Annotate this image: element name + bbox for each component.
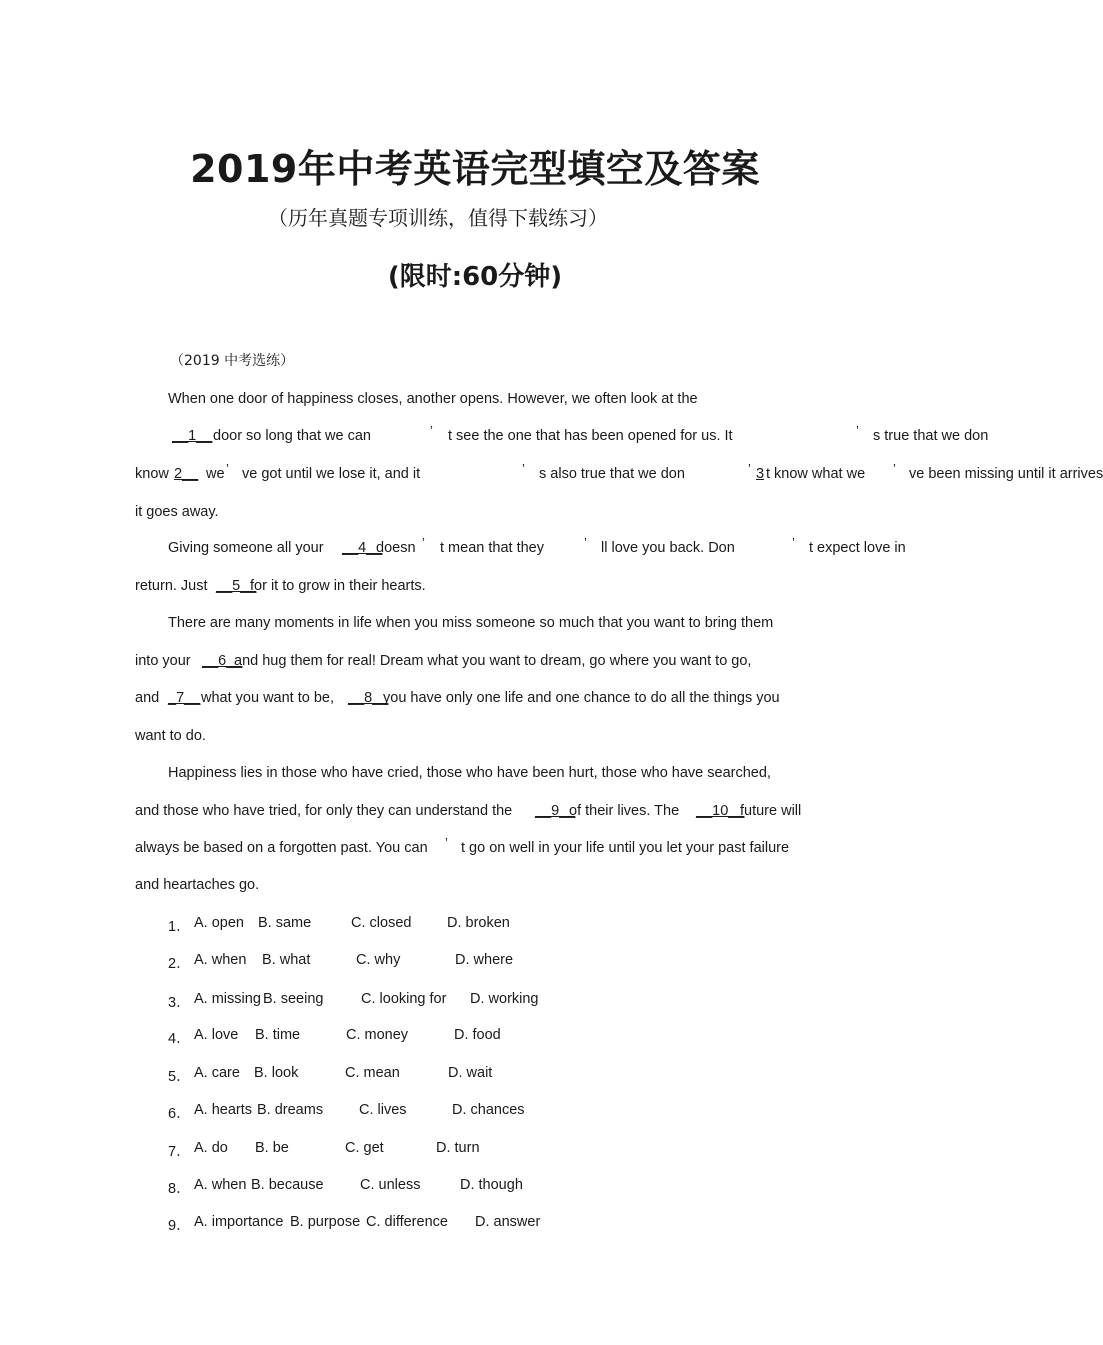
- apostrophe: ’: [748, 461, 751, 476]
- option-b: B. because: [251, 1177, 324, 1193]
- option-d: D. though: [460, 1177, 523, 1193]
- question-number: 1．: [168, 919, 191, 935]
- passage-line: t know what we: [766, 466, 866, 482]
- option-d: D. answer: [475, 1214, 541, 1230]
- apostrophe: ’: [422, 535, 425, 550]
- apostrophe: ’: [856, 423, 859, 438]
- option-d: D. broken: [447, 915, 510, 931]
- option-a: A. hearts: [194, 1102, 253, 1118]
- passage-line: ll love you back. Don: [601, 540, 735, 556]
- blank-1: __1__: [172, 428, 213, 444]
- option-b: B. be: [255, 1140, 289, 1156]
- option-d: D. turn: [436, 1140, 480, 1156]
- option-c: C. why: [356, 952, 401, 968]
- apostrophe: ’: [584, 535, 587, 550]
- passage-line: t mean that they: [440, 540, 544, 556]
- blank-9: __9__: [535, 803, 576, 819]
- passage-line: what you want to be,: [201, 690, 334, 706]
- passage-line: t go on well in your life until you let your past failure: [461, 840, 790, 856]
- question-number: 8．: [168, 1181, 191, 1197]
- passage-line: want to do.: [135, 728, 206, 744]
- page-title: 2019年中考英语完型填空及答案: [190, 147, 760, 191]
- passage-line: Happiness lies in those who have cried, those who have been hurt, those who have searched,: [168, 765, 771, 781]
- option-row: [168, 915, 191, 936]
- apostrophe: ’: [430, 423, 433, 438]
- passage-line: for it to grow in their hearts.: [250, 578, 426, 594]
- passage-line: return. Just: [135, 578, 208, 594]
- blank-2: 2__: [174, 466, 199, 482]
- option-a: A. do: [194, 1140, 228, 1156]
- passage-line: ve been missing until it arrives: [909, 466, 1103, 482]
- option-a: A. love: [194, 1027, 239, 1043]
- option-b: B. purpose: [290, 1214, 361, 1230]
- option-a: A. when: [194, 952, 247, 968]
- blank-3: 3: [756, 466, 765, 482]
- option-d: D. chances: [452, 1102, 525, 1118]
- blank-7: _7__: [168, 690, 201, 706]
- passage-line: we: [206, 466, 225, 482]
- passage-line: future will: [740, 803, 802, 819]
- question-number: 2．: [168, 956, 191, 972]
- blank-6: __6__: [202, 653, 243, 669]
- passage-line: and heartaches go.: [135, 877, 260, 893]
- option-c: C. difference: [366, 1214, 448, 1230]
- option-d: D. where: [455, 952, 514, 968]
- option-c: C. mean: [345, 1065, 400, 1081]
- passage-line: s true that we don: [873, 428, 989, 444]
- passage-line: you have only one life and one chance to do all the things you: [383, 690, 780, 706]
- source-note: （2019 中考选练）: [170, 353, 295, 369]
- option-c: C. looking for: [361, 991, 447, 1007]
- option-d: D. wait: [448, 1065, 493, 1081]
- passage-line: into your: [135, 653, 191, 669]
- option-c: C. money: [346, 1027, 409, 1043]
- passage-line: and: [135, 690, 160, 706]
- option-b: B. what: [262, 952, 311, 968]
- apostrophe: ’: [893, 461, 896, 476]
- passage-line: t expect love in: [809, 540, 906, 556]
- passage-line: doesn: [376, 540, 416, 556]
- passage-line: Giving someone all your: [168, 540, 324, 556]
- question-number: 7．: [168, 1144, 191, 1160]
- passage-line: door so long that we can: [213, 428, 371, 444]
- page-subtitle: （历年真题专项训练，值得下载练习）: [268, 206, 608, 230]
- passage-line: and hug them for real! Dream what you want to dream, go where you want to go,: [234, 653, 752, 669]
- question-number: 3．: [168, 995, 191, 1011]
- apostrophe: ’: [226, 461, 229, 476]
- option-b: B. same: [258, 915, 312, 931]
- passage-line: always be based on a forgotten past. You can: [135, 840, 428, 856]
- option-b: B. time: [255, 1027, 301, 1043]
- option-d: D. working: [470, 991, 539, 1007]
- option-c: C. closed: [351, 915, 412, 931]
- passage-line: When one door of happiness closes, another opens. However, we often look at the: [168, 391, 698, 407]
- question-number: 9．: [168, 1218, 191, 1234]
- passage-line: know: [135, 466, 169, 482]
- passage-line: There are many moments in life when you miss someone so much that you want to bring them: [168, 615, 774, 631]
- passage-line: t see the one that has been opened for us. It: [448, 428, 733, 444]
- option-c: C. get: [345, 1140, 384, 1156]
- option-a: A. importance: [194, 1214, 284, 1230]
- question-number: 4．: [168, 1031, 191, 1047]
- time-limit: (限时:60分钟): [387, 262, 563, 292]
- option-c: C. unless: [360, 1177, 421, 1193]
- apostrophe: ’: [445, 835, 448, 850]
- option-b: B. dreams: [257, 1102, 324, 1118]
- option-a: A. open: [194, 915, 244, 931]
- question-number: 6．: [168, 1106, 191, 1122]
- option-a: A. care: [194, 1065, 240, 1081]
- option-c: C. lives: [359, 1102, 407, 1118]
- apostrophe: ’: [522, 461, 525, 476]
- blank-8: __8__: [348, 690, 389, 706]
- blank-10: __10__: [696, 803, 745, 819]
- option-b: B. seeing: [263, 991, 324, 1007]
- blank-5: __5__: [216, 578, 257, 594]
- option-b: B. look: [254, 1065, 299, 1081]
- passage-line: of their lives. The: [569, 803, 680, 819]
- option-d: D. food: [454, 1027, 501, 1043]
- passage-line: s also true that we don: [539, 466, 685, 482]
- question-number: 5．: [168, 1069, 191, 1085]
- apostrophe: ’: [792, 535, 795, 550]
- blank-4: __4__: [342, 540, 383, 556]
- passage-line: and those who have tried, for only they can understand the: [135, 803, 513, 819]
- option-a: A. when: [194, 1177, 247, 1193]
- passage-line: ve got until we lose it, and it: [242, 466, 421, 482]
- passage-line: it goes away.: [135, 504, 219, 520]
- option-a: A. missing: [194, 991, 261, 1007]
